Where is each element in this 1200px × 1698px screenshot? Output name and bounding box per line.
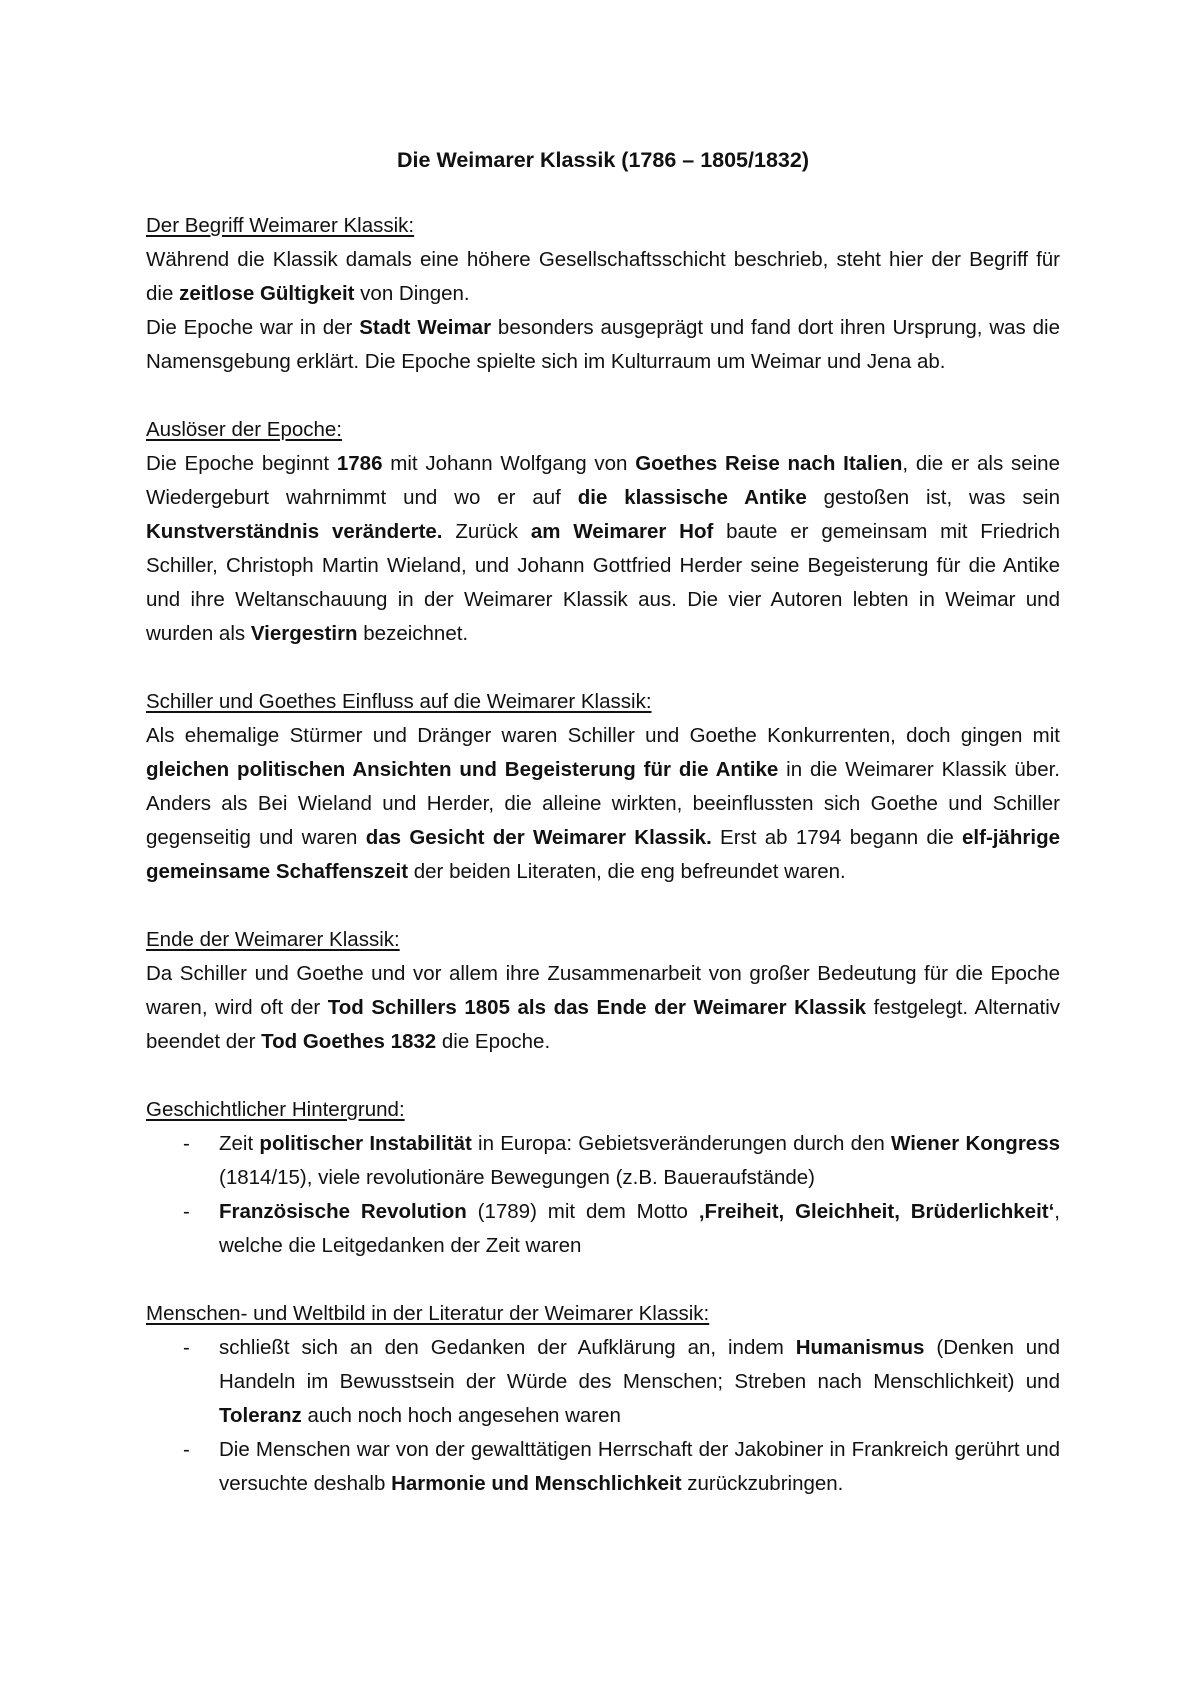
bold-text: ‚Freiheit, Gleichheit, Brüderlichkeit‘ <box>698 1200 1055 1223</box>
text-run: gestoßen ist, was sein <box>806 486 1060 509</box>
bold-text: politischer Instabilität <box>259 1132 472 1155</box>
dash-bullet: - <box>183 1438 190 1461</box>
section-heading: Ende der Weimarer Klassik: <box>146 928 400 951</box>
text-run: die Epoche. <box>436 1030 551 1053</box>
text-run: der beiden Literaten, die eng befreundet waren. <box>408 860 846 883</box>
section <box>146 1297 1060 1501</box>
section <box>146 1093 1060 1263</box>
list-item <box>146 1331 1060 1433</box>
section-heading: Schiller und Goethes Einfluss auf die Weimarer Klassik: <box>146 690 652 713</box>
text-run: bezeichnet. <box>357 622 469 645</box>
text-run: Die Epoche beginnt <box>146 452 337 475</box>
bold-text: Französische Revolution <box>219 1200 467 1223</box>
bold-text: Harmonie und Menschlichkeit <box>391 1472 682 1495</box>
section-heading: Menschen- und Weltbild in der Literatur der Weimarer Klassik: <box>146 1302 710 1325</box>
section-heading: Der Begriff Weimarer Klassik: <box>146 214 415 237</box>
dash-bullet: - <box>183 1132 190 1155</box>
bold-text: gleichen politischen Ansichten und Begeisterung für die Antike <box>146 758 779 781</box>
text-run: (1814/15), viele revolutionäre Bewegungen (z.B. Baueraufstände) <box>219 1166 816 1189</box>
text-run: Zurück <box>442 520 531 543</box>
paragraph <box>146 311 1060 379</box>
text-run: (1789) mit dem Motto <box>466 1200 699 1223</box>
bold-text: am Weimarer Hof <box>530 520 714 543</box>
bold-text: Wiener Kongress <box>891 1132 1060 1155</box>
bold-text: Viergestirn <box>250 622 358 645</box>
section <box>146 413 1060 651</box>
text-run: besonders ausgeprägt und fand dort ihren Ursprung, was die Namensgebung erklärt. Die Epoche spielte sich im Kulturraum um Weimar und Jena ab. <box>146 316 1061 373</box>
bold-text: Tod Goethes 1832 <box>261 1030 437 1053</box>
text-run: schließt sich an den Gedanken der Aufklärung an, indem <box>219 1336 796 1359</box>
section-heading: Auslöser der Epoche: <box>146 418 343 441</box>
text-run: zurückzubringen. <box>681 1472 844 1495</box>
text-run: Als ehemalige Stürmer und Dränger waren Schiller und Goethe Konkurrenten, doch gingen mit <box>146 724 1060 747</box>
text-run: , die er als seine Wiedergeburt wahrnimmt und wo er auf <box>146 452 1060 509</box>
text-run: Da Schiller und Goethe und vor allem ihre Zusammenarbeit von großer Bedeutung für die Epoche waren, wird oft der <box>146 962 1060 1019</box>
section-heading: Geschichtlicher Hintergrund: <box>146 1098 405 1121</box>
paragraph <box>146 957 1060 1059</box>
bold-text: 1786 <box>336 452 383 475</box>
sections-container <box>146 209 1060 1501</box>
text-run: , welche die Leitgedanken der Zeit waren <box>219 1200 1060 1257</box>
bold-text: Goethes Reise nach Italien <box>635 452 903 475</box>
bold-text: das Gesicht der Weimarer Klassik. <box>365 826 712 849</box>
text-run: baute er gemeinsam mit Friedrich Schiller, Christoph Martin Wieland, und Johann Gottfried Herder seine Begeisterung für die Antike und ihre Weltanschauung in der Weimarer Klassik aus. Die vier Autoren lebten in Weimar und wurden als <box>146 520 1061 645</box>
text-run: (Denken und Handeln im Bewusstsein der Würde des Menschen; Streben nach Menschlichkeit) und <box>219 1336 1060 1393</box>
bold-text: die klassische Antike <box>577 486 807 509</box>
text-run: Zeit <box>219 1132 260 1155</box>
list-item <box>146 1195 1060 1263</box>
text-run: Während die Klassik damals eine höhere Gesellschaftsschicht beschrieb, steht hier der Begriff für die <box>146 248 1060 305</box>
list-item <box>146 1127 1060 1195</box>
paragraph <box>146 447 1060 651</box>
dash-bullet: - <box>183 1200 190 1223</box>
list-item <box>146 1433 1060 1501</box>
bold-text: Tod Schillers 1805 als das Ende der Weimarer Klassik <box>327 996 866 1019</box>
section <box>146 209 1060 379</box>
document-body <box>146 143 1060 1535</box>
bold-text: Toleranz <box>219 1404 302 1427</box>
section <box>146 923 1060 1059</box>
bullet-list <box>146 1127 1060 1263</box>
text-run: Die Menschen war von der gewalttätigen Herrschaft der Jakobiner in Frankreich gerührt und versuchte deshalb <box>219 1438 1060 1495</box>
bold-text: Stadt Weimar <box>359 316 492 339</box>
bold-text: Kunstverständnis veränderte. <box>146 520 443 543</box>
text-run: in Europa: Gebietsveränderungen durch den <box>471 1132 892 1155</box>
paragraph <box>146 719 1060 889</box>
text-run: festgelegt. Alternativ beendet der <box>146 996 1060 1053</box>
bold-text: Humanismus <box>795 1336 925 1359</box>
section <box>146 685 1060 889</box>
dash-bullet: - <box>183 1336 190 1359</box>
text-run: von Dingen. <box>354 282 470 305</box>
bullet-list <box>146 1331 1060 1501</box>
bold-text: elf-jährige gemeinsame Schaffenszeit <box>146 826 1060 883</box>
text-run: mit Johann Wolfgang von <box>382 452 636 475</box>
text-run: auch noch hoch angesehen waren <box>301 1404 621 1427</box>
text-run: in die Weimarer Klassik über. Anders als Bei Wieland und Herder, die alleine wirkten, beeinflussten sich Goethe und Schiller gegenseitig und waren <box>146 758 1060 849</box>
paragraph <box>146 243 1060 311</box>
document-title: Die Weimarer Klassik (1786 – 1805/1832) <box>397 148 809 172</box>
text-run: Die Epoche war in der <box>146 316 360 339</box>
bold-text: zeitlose Gültigkeit <box>179 282 355 305</box>
text-run: Erst ab 1794 begann die <box>711 826 963 849</box>
